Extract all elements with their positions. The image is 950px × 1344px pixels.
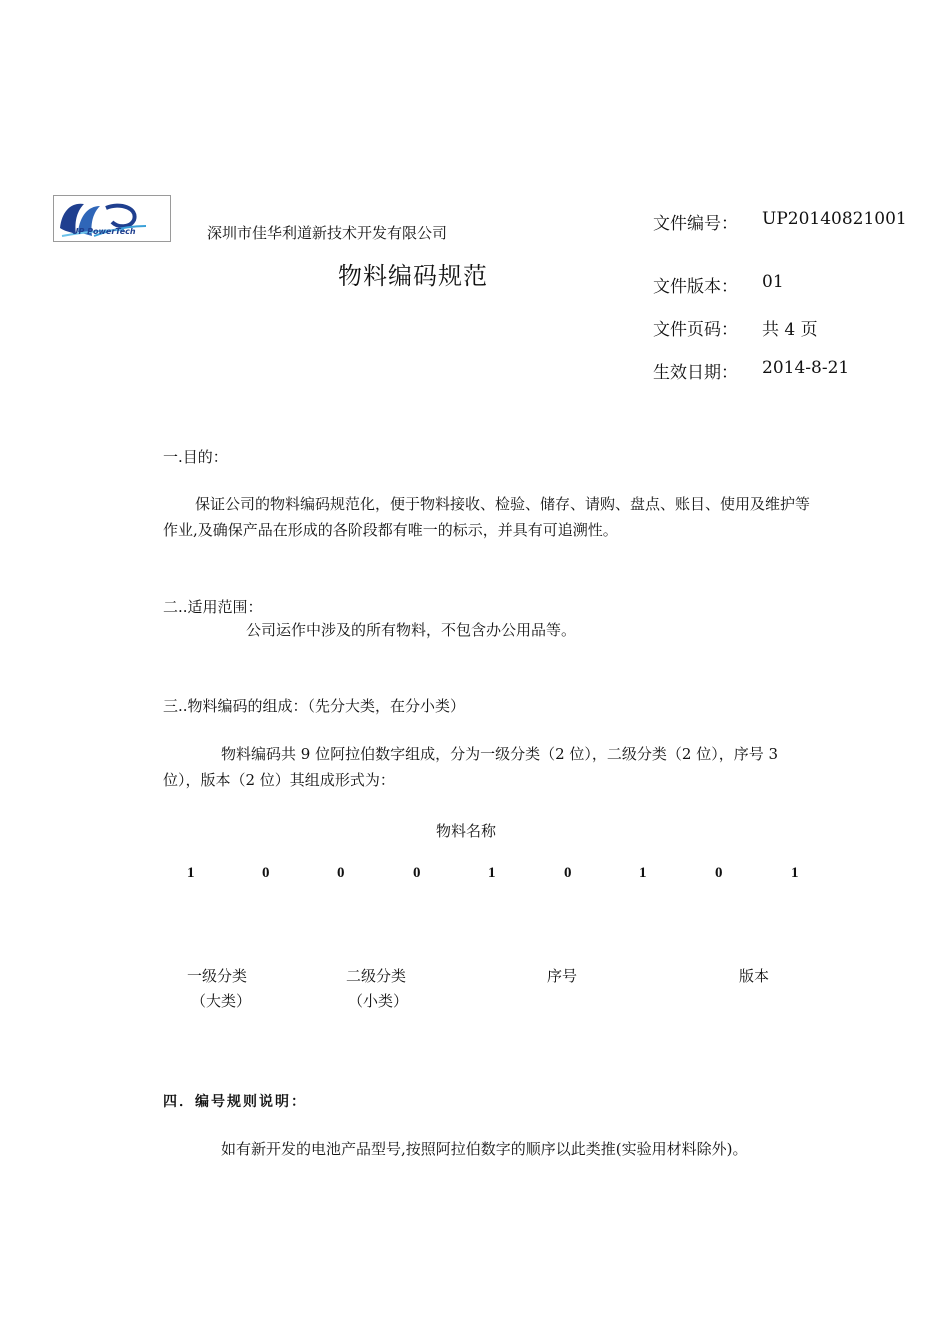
- effective-date-value: 2014-8-21: [762, 358, 850, 378]
- doc-pages-label: 文件页码：: [653, 320, 738, 340]
- category-level1: 一级分类: [187, 967, 248, 985]
- composition-heading: 三..物料编码的组成：（先分大类，在分小类）: [163, 697, 466, 715]
- doc-version-label: 文件版本：: [653, 277, 738, 297]
- category-serial: 序号: [547, 967, 578, 985]
- category-level1-sub: （大类）: [191, 992, 252, 1010]
- code-digit: 1: [187, 865, 195, 881]
- effective-date-label: 生效日期：: [653, 363, 738, 383]
- code-digit: 0: [262, 865, 270, 881]
- purpose-heading: 一.目的：: [163, 448, 228, 466]
- rules-body: 如有新开发的电池产品型号,按照阿拉伯数字的顺序以此类推(实验用材料除外)。: [221, 1140, 748, 1158]
- purpose-body: 保证公司的物料编码规范化，便于物料接收、检验、储存、请购、盘点、账目、使用及维护等作业,及确保产品在形成的各阶段都有唯一的标示，并具有可追溯性。: [163, 495, 811, 539]
- code-digit: 1: [791, 865, 799, 881]
- code-digit: 0: [715, 865, 723, 881]
- code-digit: 0: [564, 865, 572, 881]
- doc-number-label: 文件编号：: [653, 214, 738, 234]
- code-digit: 1: [639, 865, 647, 881]
- category-version: 版本: [739, 967, 770, 985]
- scope-body: 公司运作中涉及的所有物料，不包含办公用品等。: [246, 621, 577, 639]
- code-diagram-caption: 物料名称: [436, 822, 497, 840]
- category-level2: 二级分类: [346, 967, 407, 985]
- category-level2-sub: （小类）: [348, 992, 409, 1010]
- doc-number-value: UP20140821001: [762, 209, 907, 229]
- code-digit: 1: [488, 865, 496, 881]
- logo-text: UP PowerTech: [72, 227, 136, 236]
- doc-pages-value: 共 4 页: [762, 320, 818, 340]
- scope-heading: 二..适用范围：: [163, 598, 263, 616]
- document-title: 物料编码规范: [338, 262, 488, 290]
- doc-version-value: 01: [762, 272, 784, 292]
- code-digit: 0: [413, 865, 421, 881]
- rules-heading: 四．编号规则说明：: [163, 1094, 307, 1110]
- composition-body: 物料编码共 9 位阿拉伯数字组成，分为一级分类（2 位），二级分类（2 位），序号 3 位），版本（2 位）其组成形式为：: [163, 745, 779, 789]
- company-logo: [53, 195, 171, 242]
- code-digit: 0: [337, 865, 345, 881]
- company-name: 深圳市佳华利道新技术开发有限公司: [207, 224, 448, 242]
